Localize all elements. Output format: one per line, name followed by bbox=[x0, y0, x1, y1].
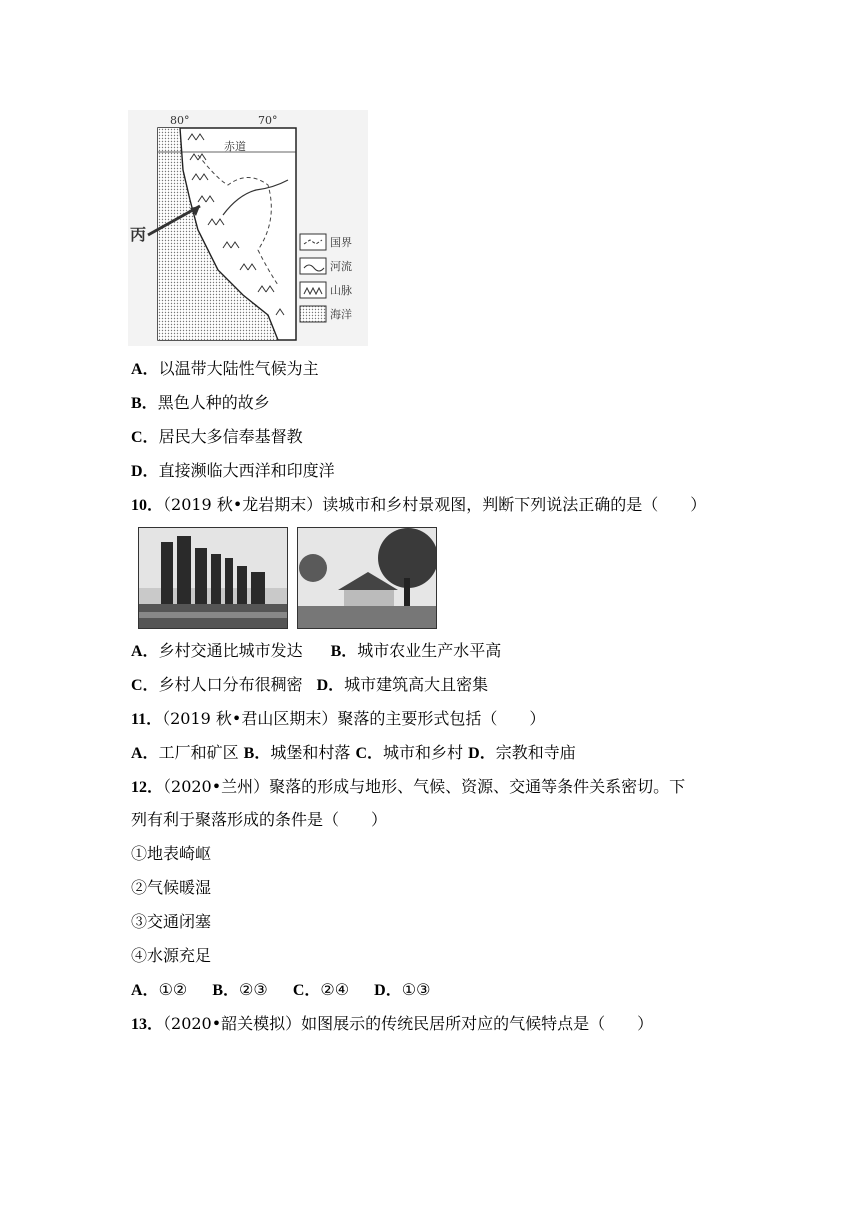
q12-item-4: ④水源充足 bbox=[131, 946, 212, 965]
q13-stem: 13．（2020•韶关模拟）如图展示的传统民居所对应的气候特点是（ ） bbox=[131, 1014, 654, 1033]
q11-stem: 11．（2019 秋•君山区期末）聚落的主要形式包括（ ） bbox=[131, 709, 546, 728]
q9-option-d: D．直接濒临大西洋和印度洋 bbox=[131, 461, 335, 480]
marker-bing-label: 丙 bbox=[130, 225, 147, 244]
q12-item-1: ①地表崎岖 bbox=[131, 844, 212, 863]
legend-ocean-label: 海洋 bbox=[330, 308, 352, 321]
q12-stem-line1: 12．（2020•兰州）聚落的形成与地形、气候、资源、交通等条件关系密切。下 bbox=[131, 777, 686, 796]
q10-stem: 10．（2019 秋•龙岩期末）读城市和乡村景观图，判断下列说法正确的是（ ） bbox=[131, 495, 707, 514]
q9-option-b: B．黑色人种的故乡 bbox=[131, 393, 270, 412]
village-landscape-photo bbox=[297, 527, 437, 629]
q12-stem-line2: 列有利于聚落形成的条件是（ ） bbox=[131, 810, 388, 829]
legend-border-label: 国界 bbox=[330, 236, 352, 249]
q12-item-3: ③交通闭塞 bbox=[131, 912, 212, 931]
q12-item-2: ②气候暖湿 bbox=[131, 878, 212, 897]
q10-options-row2: C．乡村人口分布很稠密 D．城市建筑高大且密集 bbox=[131, 675, 489, 694]
q10-options-row1: A．乡村交通比城市发达 B．城市农业生产水平高 bbox=[131, 641, 502, 660]
q9-option-a: A．以温带大陆性气候为主 bbox=[131, 359, 319, 378]
longitude-80-label: 80° bbox=[170, 114, 190, 127]
city-landscape-photo bbox=[138, 527, 288, 629]
q12-options: A．①② B．②③ C．②④ D．①③ bbox=[131, 980, 431, 999]
south-america-west-map bbox=[128, 110, 368, 346]
legend-mountain-label: 山脉 bbox=[330, 284, 352, 297]
longitude-70-label: 70° bbox=[258, 114, 278, 127]
q9-option-c: C．居民大多信奉基督教 bbox=[131, 427, 303, 446]
legend-river-label: 河流 bbox=[330, 260, 352, 273]
equator-label: 赤道 bbox=[224, 140, 246, 153]
q11-options: A．工厂和矿区 B．城堡和村落 C．城市和乡村 D．宗教和寺庙 bbox=[131, 743, 576, 762]
